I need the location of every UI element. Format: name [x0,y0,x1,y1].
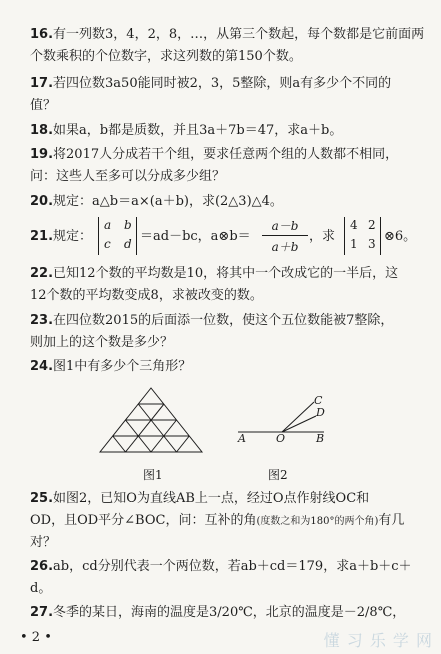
problem-23-line-1: 23.在四位数2015的后面添一位数，使这个五位数能被7整除， [30,313,394,328]
problem-22-line-2: 12个数的平均数变成8，求被改变的数。 [30,288,263,303]
problem-18-line-1: 18.如果a，b都是质数，并且3a＋7b＝47，求a＋b。 [30,123,343,138]
problem-23-line-2: 则加上的这个数是多少？ [30,335,174,350]
problem-17-line-1: 17.若四位数3a50能同时被2，3，5整除，则a有多少个不同的 [30,76,392,91]
label-c: C [314,394,323,407]
det2-a: 4 [350,218,358,232]
problem-21-post: ，求 [309,229,336,244]
problem-16-line-2: 个数乘积的个位数字，求这列数的第150个数。 [30,49,302,64]
det1-b: b [124,218,132,232]
problem-19-line-2: 问：这些人至多可以分成多少组？ [30,169,226,184]
label-d: D [316,406,325,419]
problem-19-line-1: 19.将2017人分成若干个组，要求任意两个组的人数都不相同， [30,147,399,162]
label-a: A [238,432,246,445]
fraction-denominator: a＋b [271,240,299,254]
label-b: B [316,432,325,445]
det2-d: 3 [368,237,376,251]
det1-a: a [104,218,112,232]
grid-line [113,436,126,452]
ray-od [282,416,316,432]
figure-1-caption: 图1 [143,468,163,482]
fraction-line [262,235,308,236]
det1-d: d [124,237,132,251]
figure-1-triangle-grid [98,386,204,454]
det1-left-bar [98,217,99,255]
watermark: 懂 习 乐 学 网 [323,631,433,650]
det2-b: 2 [368,218,376,232]
page-number: • 2 • [20,630,52,645]
problem-21-prefix: 21.规定： [30,229,93,244]
det1-c: c [104,237,111,251]
fraction-numerator: a－b [271,219,299,233]
problem-24-line-1: 24.图1中有多少个三角形？ [30,359,192,374]
det1-right-bar [136,217,137,255]
problem-21-end: ⊗6。 [384,229,417,244]
problem-25-line-1: 25.如图2，已知O为直线AB上一点，经过O点作射线OC和 [30,491,370,506]
problem-26-line-1: 26.ab，cd分别代表一个两位数，若ab＋cd＝179，求a＋b＋c＋ [30,559,412,574]
det2-c: 1 [350,237,358,251]
problem-25-line-3: 对？ [30,535,57,550]
problem-27-line-1: 27.冬季的某日，海南的温度是3/20℃，北京的温度是－2/8℃， [30,605,406,620]
label-o: O [276,432,286,445]
det2-right-bar [380,217,381,255]
problem-20-line-1: 20.规定：a△b＝a×(a＋b)，求(2△3)△4。 [30,194,283,209]
figure-2-caption: 图2 [268,468,288,482]
problem-17-line-2: 值？ [30,98,57,113]
problem-25-line-2: OD，且OD平分∠BOC，问：互补的角(度数之和为180°的两个角)有几 [30,513,405,528]
ray-oc [282,402,314,432]
problem-26-line-2: d。 [30,581,52,596]
problem-22-line-1: 22.已知12个数的平均数是10，将其中一个改成它的一半后，这 [30,266,399,281]
problem-16-line-1: 16.有一列数3，4，2，8，…，从第三个数起，每个数都是它前面两 [30,27,425,42]
grid-line [177,436,190,452]
det2-left-bar [344,217,345,255]
problem-21-middle: ＝ad－bc，a⊗b＝ [140,229,251,244]
